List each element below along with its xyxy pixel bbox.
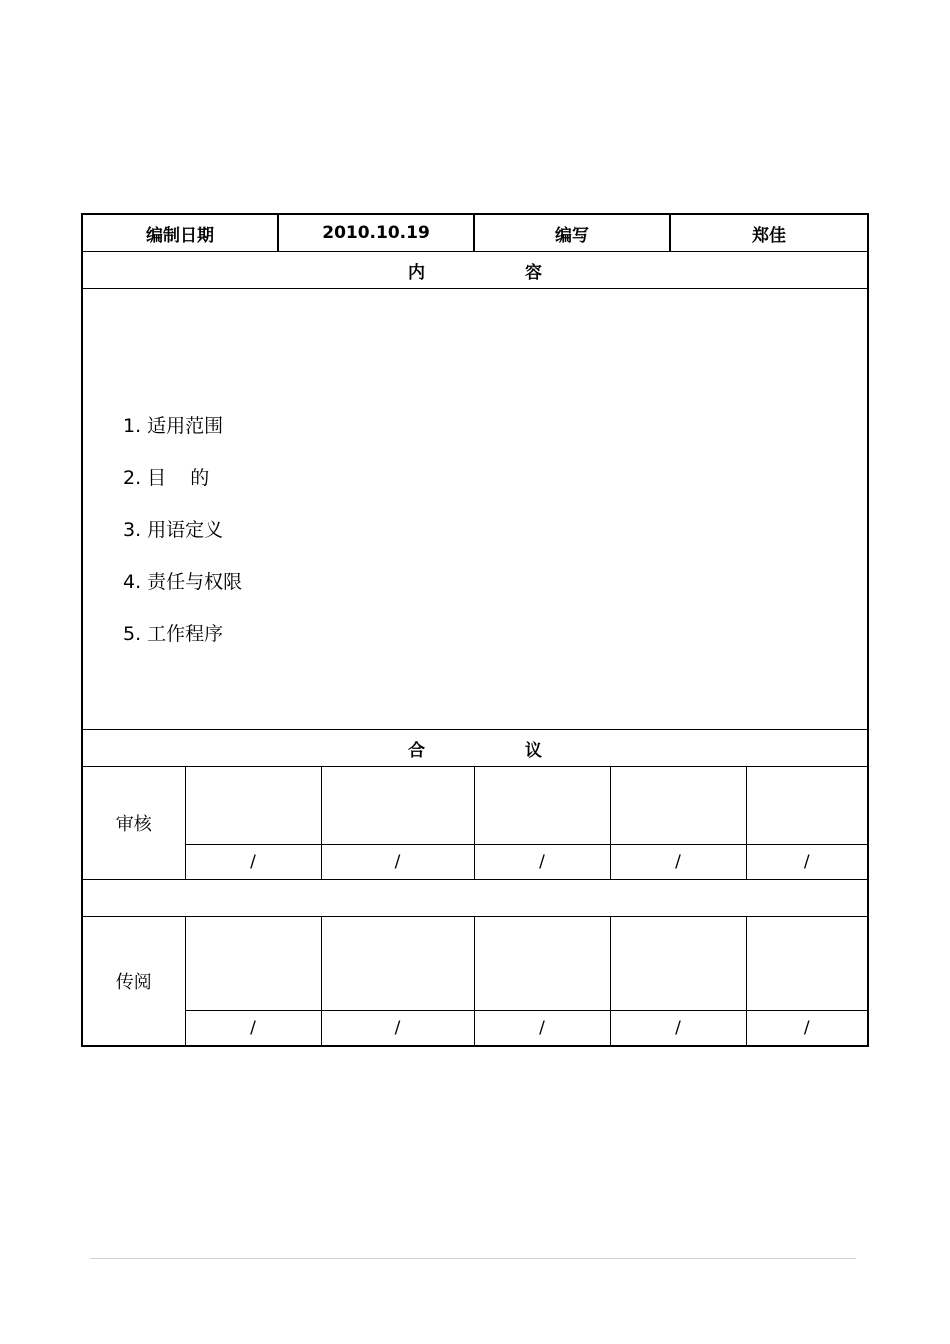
- toc-item: [123, 518, 867, 570]
- circulate-signature-box[interactable]: [746, 917, 868, 1011]
- spacer-row: [82, 880, 868, 917]
- circulate-signature-box[interactable]: [185, 917, 321, 1011]
- review-signature-row: [82, 767, 868, 845]
- review-signature-box[interactable]: [746, 767, 868, 845]
- circulate-signature-box[interactable]: [610, 917, 746, 1011]
- circulate-date-cell[interactable]: /: [746, 1011, 868, 1047]
- circulate-signature-box[interactable]: [321, 917, 474, 1011]
- toc-item-number: 1.: [123, 415, 142, 437]
- review-date-cell[interactable]: /: [610, 845, 746, 880]
- circulate-label: 传阅: [82, 917, 185, 1047]
- circulate-date-row: [82, 1011, 868, 1047]
- toc-item-number: 2.: [123, 467, 142, 489]
- review-label: 审核: [82, 767, 185, 880]
- toc-item-label: 用语定义: [147, 519, 224, 541]
- review-title-left: 合: [408, 740, 425, 761]
- review-title-right: 议: [525, 740, 542, 761]
- content-title-right: 容: [525, 262, 542, 283]
- circulate-signature-row: [82, 917, 868, 1011]
- content-body: [82, 289, 868, 730]
- author-label: 编写: [474, 214, 670, 252]
- toc-item: [123, 466, 867, 518]
- document-form-table: [81, 213, 869, 1047]
- review-date-row: [82, 845, 868, 880]
- content-title: [82, 252, 868, 289]
- content-title-row: [82, 252, 868, 289]
- review-title-row: [82, 730, 868, 767]
- content-title-left: 内: [408, 262, 425, 283]
- toc-item-number: 4.: [123, 571, 142, 593]
- circulate-date-cell[interactable]: /: [474, 1011, 610, 1047]
- content-body-row: [82, 289, 868, 730]
- toc-item-number: 3.: [123, 519, 142, 541]
- review-date-cell[interactable]: /: [474, 845, 610, 880]
- header-row: [82, 214, 868, 252]
- review-signature-box[interactable]: [610, 767, 746, 845]
- date-value: 2010.10.19: [278, 214, 474, 252]
- footer-divider: [90, 1258, 856, 1259]
- review-date-cell[interactable]: /: [746, 845, 868, 880]
- review-title: [82, 730, 868, 767]
- toc-item: [123, 622, 867, 674]
- review-signature-box[interactable]: [321, 767, 474, 845]
- review-date-cell[interactable]: /: [321, 845, 474, 880]
- date-label: 编制日期: [82, 214, 278, 252]
- toc-item: [123, 414, 867, 466]
- circulate-date-cell[interactable]: /: [610, 1011, 746, 1047]
- circulate-signature-box[interactable]: [474, 917, 610, 1011]
- toc-item: [123, 570, 867, 622]
- toc-item-label: 责任与权限: [147, 571, 243, 593]
- author-value: 郑佳: [670, 214, 868, 252]
- toc-item-label: 工作程序: [147, 623, 224, 645]
- circulate-date-cell[interactable]: /: [185, 1011, 321, 1047]
- spacer-cell: [82, 880, 868, 917]
- toc-item-label: 目 的: [147, 467, 210, 489]
- review-date-cell[interactable]: /: [185, 845, 321, 880]
- toc-item-label: 适用范围: [147, 415, 224, 437]
- review-signature-box[interactable]: [474, 767, 610, 845]
- toc-item-number: 5.: [123, 623, 142, 645]
- circulate-date-cell[interactable]: /: [321, 1011, 474, 1047]
- toc-list: [83, 344, 867, 674]
- review-signature-box[interactable]: [185, 767, 321, 845]
